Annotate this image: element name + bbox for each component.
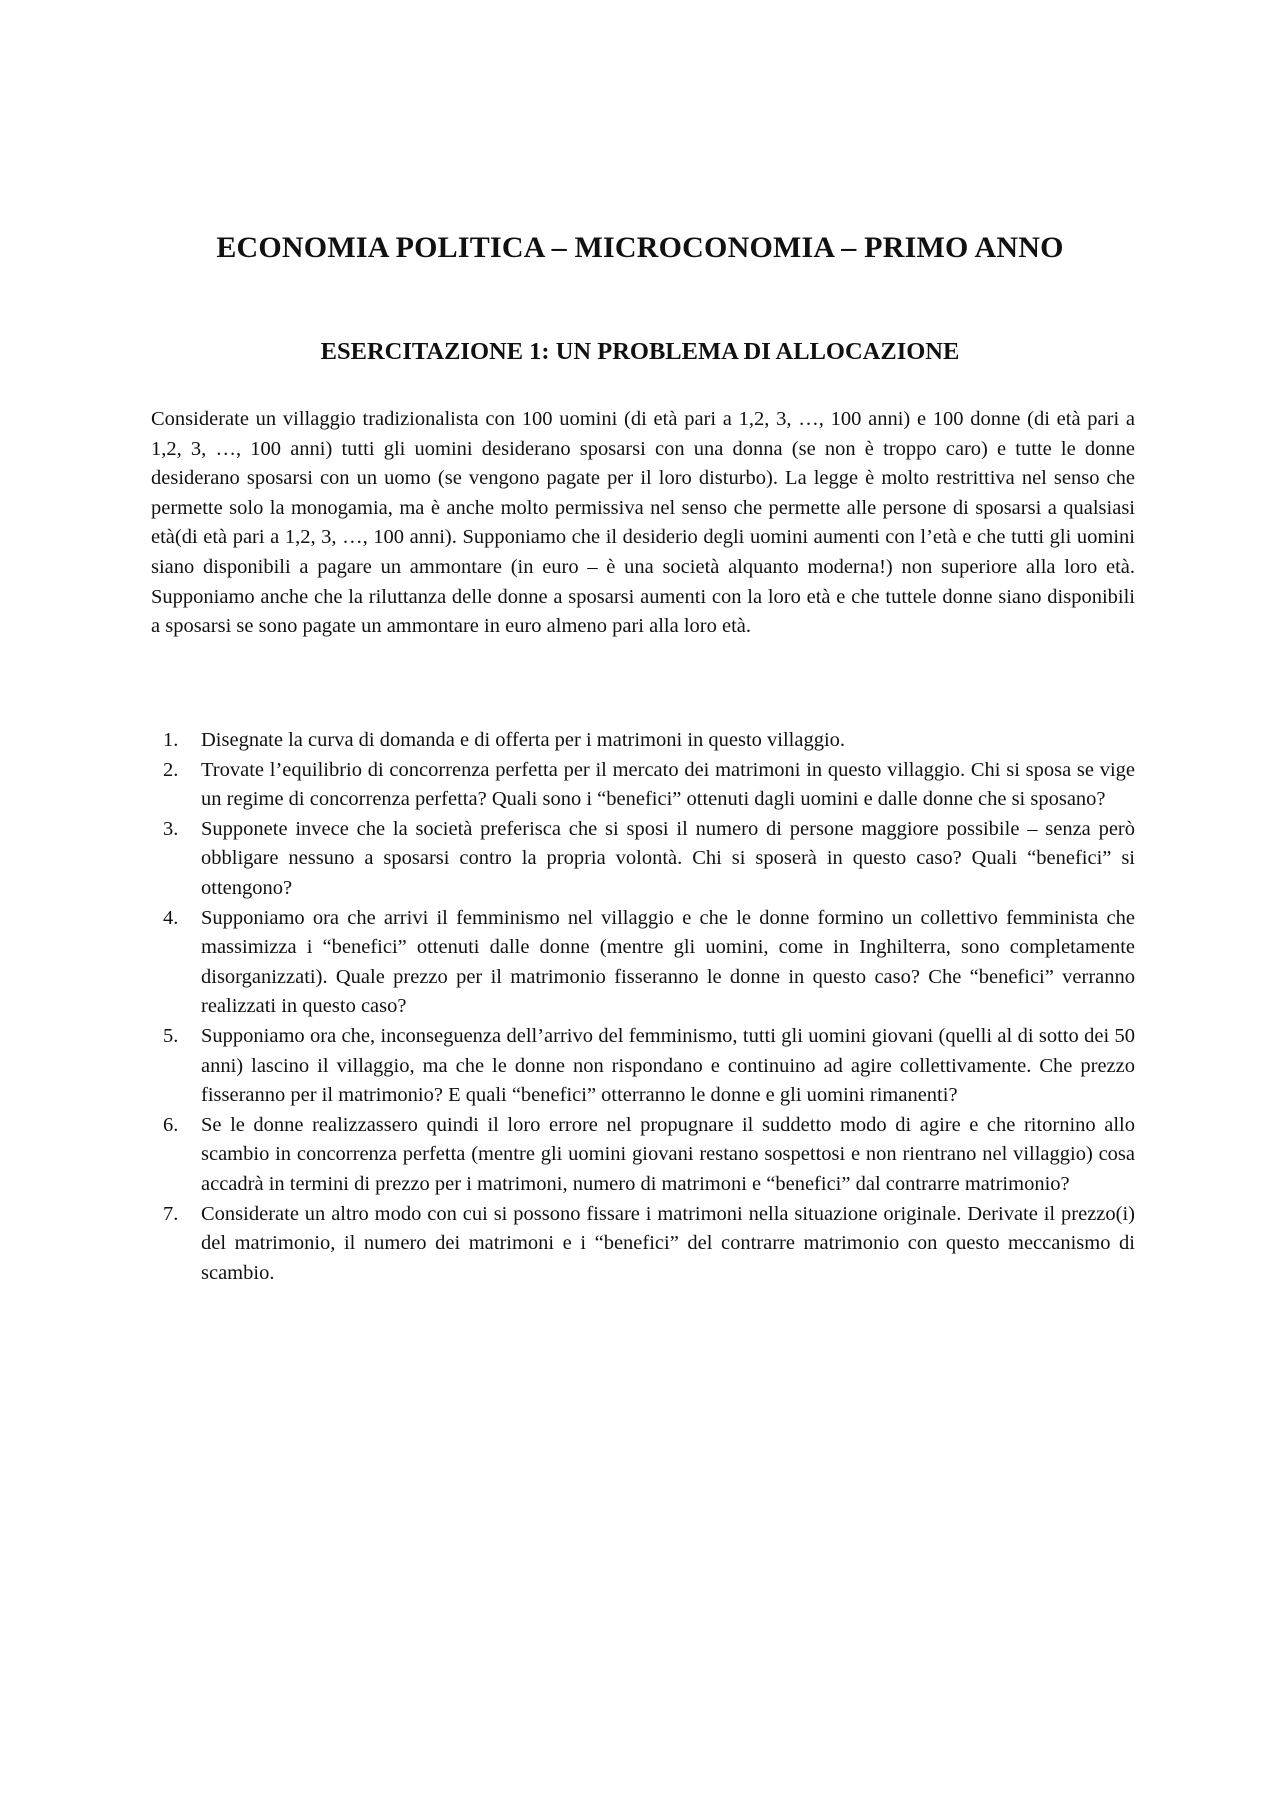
question-number: 1. bbox=[163, 729, 179, 751]
question-text: Trovate l’equilibrio di concorrenza perfetta per il mercato dei matrimoni in questo villaggio. Chi si sposa se vige un regime di concorrenza perfetta? Quali sono i “benefici” ottenuti dagli uomini e dalle donne che si sposano? bbox=[201, 758, 1135, 811]
question-text: Considerate un altro modo con cui si possono fissare i matrimoni nella situazione originale. Derivate il prezzo(i) del matrimonio, il numero dei matrimoni e i “benefici” del contrarre matrimonio con questo meccanismo di scambio. bbox=[201, 1202, 1135, 1284]
question-item bbox=[151, 726, 1135, 756]
question-number: 3. bbox=[163, 817, 179, 840]
question-item bbox=[151, 904, 1135, 1022]
question-text: Supponiamo ora che, inconseguenza dell’arrivo del femminismo, tutti gli uomini giovani (quelli al di sotto dei 50 anni) lascino il villaggio, ma che le donne non rispondano e continuino ad agire collettivamente. Che prezzo fisseranno per il matrimonio? E quali “benefici” otterranno le donne e gli uomini rimanenti? bbox=[201, 1024, 1135, 1107]
question-number: 4. bbox=[163, 906, 179, 929]
question-text: Supponete invece che la società preferisca che si sposi il numero di persone maggiore possibile – senza però obbligare nessuno a sposarsi contro la propria volontà. Chi si sposerà in questo caso? Quali “benefici” si ottengono? bbox=[201, 817, 1135, 899]
question-number: 7. bbox=[163, 1202, 179, 1225]
document-title: ECONOMIA POLITICA – MICROCONOMIA – PRIMO ANNO bbox=[216, 231, 1064, 264]
question-number: 5. bbox=[163, 1024, 179, 1047]
intro-paragraph: Considerate un villaggio tradizionalista con 100 uomini (di età pari a 1,2, 3, …, 100 anni) e 100 donne (di età pari a 1,2, 3, …, 100 anni) tutti gli uomini desiderano sposarsi con una donna (se non è troppo caro) e tutte le donne desiderano sposarsi con un uomo (se vengono pagate per il loro disturbo). La legge è molto restrittiva nel senso che permette solo la monogamia, ma è anche molto permissiva nel senso che permette alle persone di sposarsi a qualsiasi età(di età pari a 1,2, 3, …, 100 anni). Supponiamo che il desiderio degli uomini aumenti con l’età e che tutti gli uomini siano disponibili a pagare un ammontare (in euro – è una società alquanto moderna!) non superiore alla loro età. Supponiamo anche che la riluttanza delle donne a sposarsi aumenti con la loro età e che tuttele donne siano disponibili a sposarsi se sono pagate un ammontare in euro almeno pari alla loro età. bbox=[151, 408, 1135, 638]
question-item bbox=[151, 1200, 1135, 1289]
question-list bbox=[151, 726, 1135, 1288]
question-text: Se le donne realizzassero quindi il loro errore nel propugnare il suddetto modo di agire e che ritornino allo scambio in concorrenza perfetta (mentre gli uomini giovani restano sospettosi e non rientrano nel villaggio) cosa accadrà in termini di prezzo per i matrimoni, numero di matrimoni e “benefici” dal contrarre matrimonio? bbox=[201, 1113, 1135, 1195]
exercise-title: ESERCITAZIONE 1: UN PROBLEMA DI ALLOCAZIONE bbox=[320, 338, 960, 365]
question-number: 2. bbox=[163, 758, 179, 781]
question-text: Disegnate la curva di domanda e di offerta per i matrimoni in questo villaggio. bbox=[201, 729, 846, 751]
question-text: Supponiamo ora che arrivi il femminismo nel villaggio e che le donne formino un collettivo femminista che massimizza i “benefici” ottenuti dalle donne (mentre gli uomini, come in Inghilterra, sono completamente disorganizzati). Quale prezzo per il matrimonio fisseranno le donne in questo caso? Che “benefici” verranno realizzati in questo caso? bbox=[201, 906, 1135, 1018]
question-item bbox=[151, 756, 1135, 815]
question-item bbox=[151, 1111, 1135, 1200]
question-item bbox=[151, 1022, 1135, 1111]
question-number: 6. bbox=[163, 1113, 179, 1136]
question-item bbox=[151, 815, 1135, 904]
